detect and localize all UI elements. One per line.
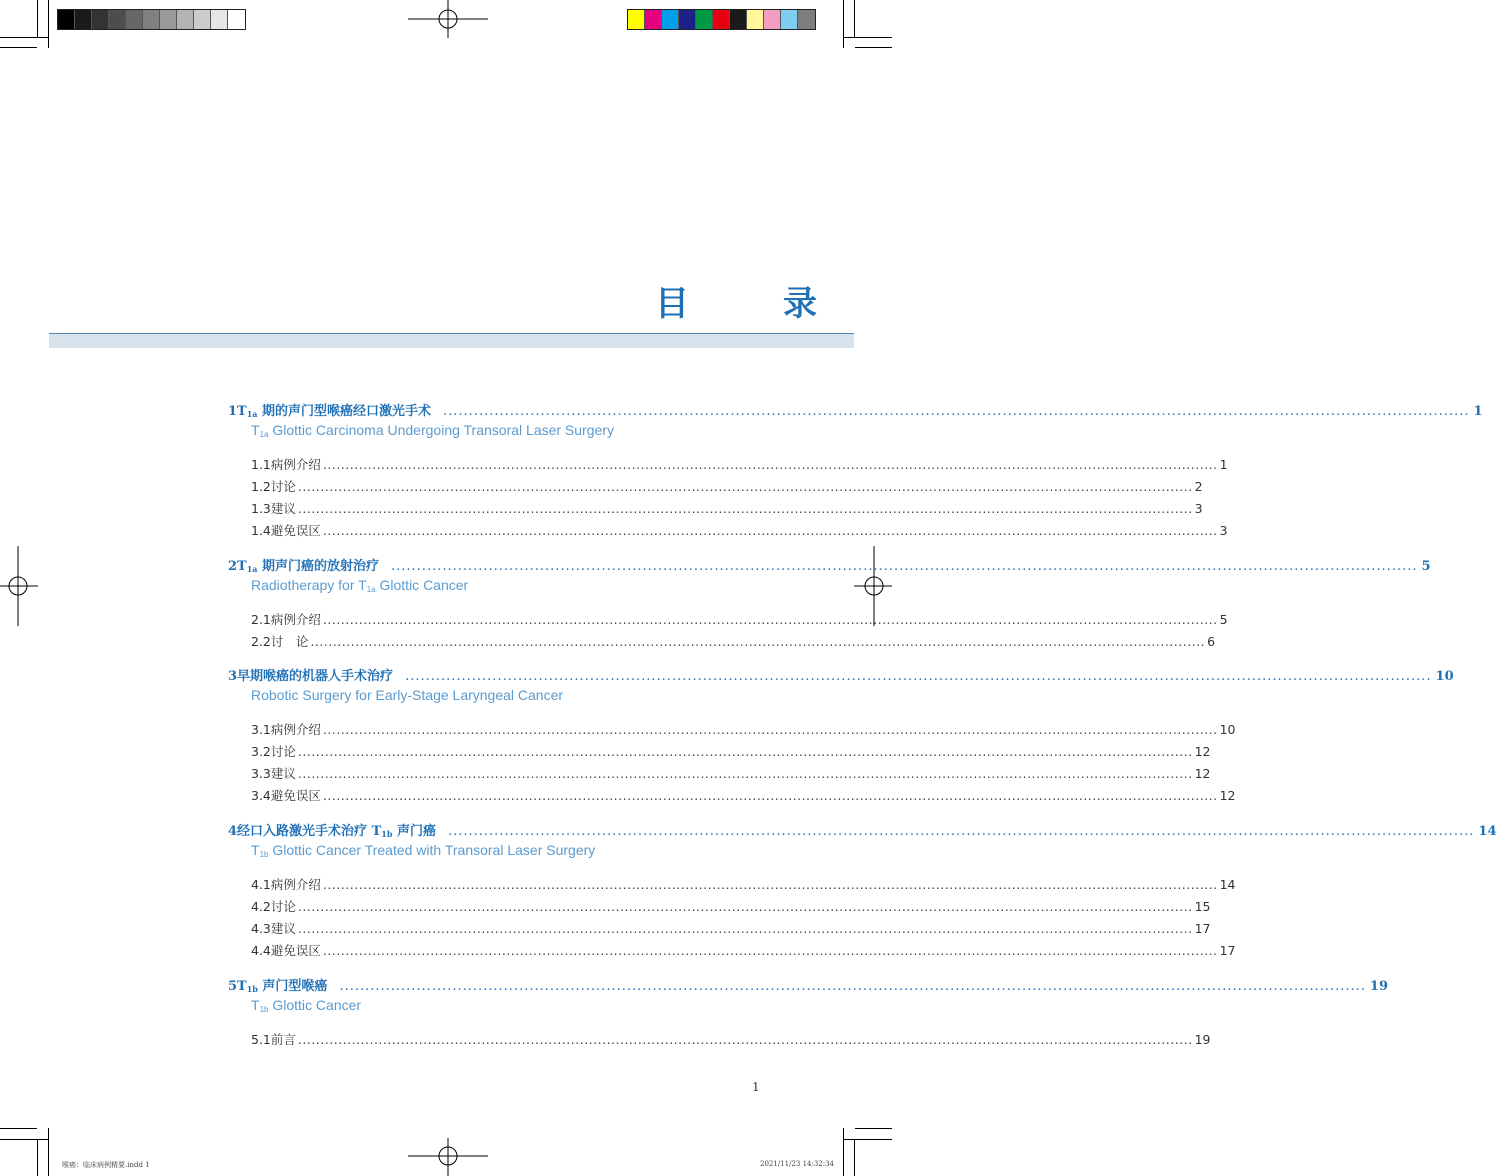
dot-leader: ........................................................................................................................................................................................................	[322, 877, 1218, 892]
chapter-number: 2	[228, 559, 238, 574]
section-entry[interactable]	[251, 1030, 1211, 1048]
section-number: 3.2	[251, 744, 271, 759]
section-entry[interactable]	[251, 897, 1211, 915]
chapter-title-text: 期声门癌的放射治疗	[257, 559, 380, 574]
chapter-title	[237, 975, 327, 994]
gray-swatch	[58, 10, 75, 29]
section-number: 5.1	[251, 1032, 271, 1047]
title-band	[49, 334, 854, 348]
chapter-english-title	[251, 577, 468, 594]
section-entry[interactable]	[251, 521, 1228, 539]
section-title: 讨论	[270, 744, 296, 759]
section-title: 建议	[270, 766, 296, 781]
english-title-text: Glottic Carcinoma Undergoing Transoral Laser Surgery	[268, 422, 614, 438]
color-swatch	[679, 10, 696, 29]
english-title-subscript: 1a	[366, 585, 376, 594]
section-entry[interactable]	[251, 875, 1236, 893]
dot-leader: ........................................................................................................................................................................................................	[405, 669, 1432, 684]
gray-swatch	[228, 10, 245, 29]
section-entry[interactable]	[251, 742, 1211, 760]
gray-swatch	[109, 10, 126, 29]
section-entry[interactable]	[251, 720, 1236, 738]
crop-mark	[854, 1139, 855, 1176]
crop-mark	[843, 1128, 844, 1176]
section-page-number: 12	[1194, 766, 1211, 781]
gray-swatch	[194, 10, 211, 29]
chapter-page-number: 10	[1435, 669, 1454, 684]
section-title: 病例介绍	[270, 877, 321, 892]
section-page-number: 5	[1219, 612, 1228, 627]
dot-leader: ........................................................................................................................................................................................................	[447, 824, 1475, 839]
crop-mark	[0, 1139, 48, 1140]
chapter-title-text: 声门癌	[392, 824, 436, 839]
chapter-title-subscript: 1a	[246, 409, 258, 419]
section-title: 建议	[270, 501, 296, 516]
chapter-english-title	[251, 687, 563, 704]
chapter-page-number: 1	[1473, 404, 1483, 419]
dot-leader: ........................................................................................................................................................................................................	[322, 943, 1218, 958]
crop-mark	[48, 1128, 49, 1176]
color-swatch	[781, 10, 798, 29]
color-swatch	[696, 10, 713, 29]
registration-mark-icon	[0, 546, 40, 626]
section-page-number: 14	[1219, 877, 1236, 892]
section-entry[interactable]	[251, 941, 1236, 959]
section-page-number: 17	[1219, 943, 1236, 958]
chapter-entry[interactable]	[228, 975, 1388, 995]
chapter-title-subscript: 1a	[246, 564, 258, 574]
chapter-number: 3	[228, 669, 238, 684]
section-entry[interactable]	[251, 610, 1228, 628]
dot-leader: ........................................................................................................................................................................................................	[297, 921, 1193, 936]
color-swatch	[628, 10, 645, 29]
section-number: 1.4	[251, 523, 271, 538]
chapter-title	[237, 820, 436, 839]
chapter-title-text: 经口入路激光手术治疗 T	[237, 824, 382, 839]
chapter-title-text: 期的声门型喉癌经口激光手术	[257, 404, 432, 419]
english-title-text: Robotic Surgery for Early-Stage Laryngeal Cancer	[251, 687, 564, 703]
section-page-number: 6	[1207, 634, 1216, 649]
dot-leader: ........................................................................................................................................................................................................	[297, 899, 1193, 914]
section-page-number: 2	[1194, 479, 1203, 494]
section-page-number: 17	[1194, 921, 1211, 936]
section-number: 4.4	[251, 943, 271, 958]
chapter-title-subscript: 1b	[381, 829, 393, 839]
english-title-text: T	[251, 997, 260, 1013]
gray-swatch	[126, 10, 143, 29]
section-number: 1.3	[251, 501, 271, 516]
chapter-entry[interactable]	[228, 555, 1431, 575]
english-title-text: T	[251, 842, 260, 858]
section-page-number: 15	[1194, 899, 1211, 914]
chapter-title	[237, 665, 393, 684]
chapter-title-text: T	[237, 559, 247, 574]
dot-leader: ........................................................................................................................................................................................................	[322, 612, 1218, 627]
color-swatch	[713, 10, 730, 29]
section-title: 讨论	[270, 899, 296, 914]
chapter-title	[237, 400, 431, 419]
section-number: 3.3	[251, 766, 271, 781]
color-swatch	[645, 10, 662, 29]
dot-leader: ........................................................................................................................................................................................................	[297, 766, 1193, 781]
english-title-subscript: 1b	[259, 1005, 269, 1014]
page-number: 1	[752, 1080, 760, 1094]
crop-mark	[843, 37, 892, 38]
gray-swatch	[143, 10, 160, 29]
color-swatch	[747, 10, 764, 29]
chapter-title-text: 早期喉癌的机器人手术治疗	[237, 669, 394, 684]
chapter-entry[interactable]	[228, 820, 1497, 840]
section-title: 避免误区	[270, 523, 321, 538]
gray-swatch	[211, 10, 228, 29]
chapter-number: 5	[228, 979, 238, 994]
section-number: 2.1	[251, 612, 271, 627]
registration-mark-icon	[408, 1136, 488, 1176]
crop-mark	[0, 47, 37, 48]
chapter-page-number: 14	[1478, 824, 1497, 839]
chapter-title-text: T	[237, 404, 247, 419]
dot-leader: ........................................................................................................................................................................................................	[297, 501, 1193, 516]
english-title-subscript: 1b	[259, 850, 269, 859]
section-page-number: 1	[1219, 457, 1228, 472]
dot-leader: ........................................................................................................................................................................................................	[322, 457, 1218, 472]
gray-swatch	[75, 10, 92, 29]
registration-mark-icon	[408, 0, 488, 40]
section-entry[interactable]	[251, 499, 1203, 517]
slug-filename: 喉癌：临床病例精要.indd 1	[62, 1161, 150, 1169]
section-page-number: 3	[1194, 501, 1203, 516]
chapter-title-text: T	[237, 979, 247, 994]
chapter-page-number: 5	[1421, 559, 1431, 574]
section-number: 2.2	[251, 634, 271, 649]
dot-leader: ........................................................................................................................................................................................................	[310, 634, 1206, 649]
section-title: 避免误区	[270, 943, 321, 958]
section-page-number: 10	[1219, 722, 1236, 737]
section-page-number: 3	[1219, 523, 1228, 538]
section-page-number: 12	[1194, 744, 1211, 759]
chapter-entry[interactable]	[228, 665, 1454, 685]
section-entry[interactable]	[251, 477, 1203, 495]
section-number: 4.3	[251, 921, 271, 936]
chapter-english-title	[251, 842, 595, 859]
grayscale-color-bar	[57, 9, 246, 30]
crop-mark	[0, 37, 48, 38]
section-entry[interactable]	[251, 764, 1211, 782]
chapter-page-number: 19	[1369, 979, 1388, 994]
crop-mark	[855, 47, 892, 48]
english-title-text: Glottic Cancer	[268, 997, 362, 1013]
dot-leader: ........................................................................................................................................................................................................	[297, 744, 1193, 759]
english-title-subscript: 1a	[259, 430, 269, 439]
section-title: 前言	[270, 1032, 296, 1047]
section-number: 4.1	[251, 877, 271, 892]
crop-mark	[843, 0, 844, 48]
english-title-text: Glottic Cancer Treated with Transoral Laser Surgery	[268, 842, 596, 858]
section-title: 建议	[270, 921, 296, 936]
dot-leader: ........................................................................................................................................................................................................	[391, 559, 1418, 574]
page-title: 目 录	[655, 284, 847, 324]
english-title-text: T	[251, 422, 260, 438]
crop-mark	[855, 1128, 892, 1129]
gray-swatch	[160, 10, 177, 29]
section-entry[interactable]	[251, 455, 1228, 473]
color-swatch	[662, 10, 679, 29]
dot-leader: ........................................................................................................................................................................................................	[339, 979, 1366, 994]
crop-mark	[843, 1139, 892, 1140]
section-entry[interactable]	[251, 919, 1211, 937]
crop-mark	[48, 0, 49, 48]
english-title-text: Radiotherapy for T	[251, 577, 367, 593]
section-page-number: 19	[1194, 1032, 1211, 1047]
dot-leader: ........................................................................................................................................................................................................	[297, 479, 1193, 494]
english-title-text: Glottic Cancer	[375, 577, 469, 593]
process-color-bar	[627, 9, 816, 30]
crop-mark	[37, 0, 38, 37]
section-number: 4.2	[251, 899, 271, 914]
section-title: 病例介绍	[270, 612, 321, 627]
crop-mark	[0, 1128, 37, 1129]
gray-swatch	[177, 10, 194, 29]
chapter-title-subscript: 1b	[246, 984, 258, 994]
section-title: 病例介绍	[270, 722, 321, 737]
section-title: 避免误区	[270, 788, 321, 803]
section-title: 病例介绍	[270, 457, 321, 472]
dot-leader: ........................................................................................................................................................................................................	[322, 788, 1218, 803]
chapter-english-title	[251, 422, 614, 439]
section-page-number: 12	[1219, 788, 1236, 803]
dot-leader: ........................................................................................................................................................................................................	[443, 404, 1470, 419]
chapter-entry[interactable]	[228, 400, 1483, 420]
crop-mark	[854, 0, 855, 37]
color-swatch	[764, 10, 781, 29]
section-number: 1.1	[251, 457, 271, 472]
dot-leader: ........................................................................................................................................................................................................	[297, 1032, 1193, 1047]
section-number: 3.1	[251, 722, 271, 737]
section-title: 讨 论	[270, 634, 309, 649]
gray-swatch	[92, 10, 109, 29]
chapter-number: 1	[228, 404, 238, 419]
dot-leader: ........................................................................................................................................................................................................	[322, 523, 1218, 538]
chapter-number: 4	[228, 824, 238, 839]
section-entry[interactable]	[251, 786, 1236, 804]
section-entry[interactable]	[251, 632, 1216, 650]
slug-timestamp: 2021/11/23 14:32:34	[760, 1160, 835, 1168]
chapter-english-title	[251, 997, 361, 1014]
dot-leader: ........................................................................................................................................................................................................	[322, 722, 1218, 737]
color-swatch	[730, 10, 747, 29]
color-swatch	[798, 10, 815, 29]
section-title: 讨论	[270, 479, 296, 494]
section-number: 3.4	[251, 788, 271, 803]
section-number: 1.2	[251, 479, 271, 494]
chapter-title	[237, 555, 379, 574]
crop-mark	[37, 1139, 38, 1176]
chapter-title-text: 声门型喉癌	[257, 979, 328, 994]
